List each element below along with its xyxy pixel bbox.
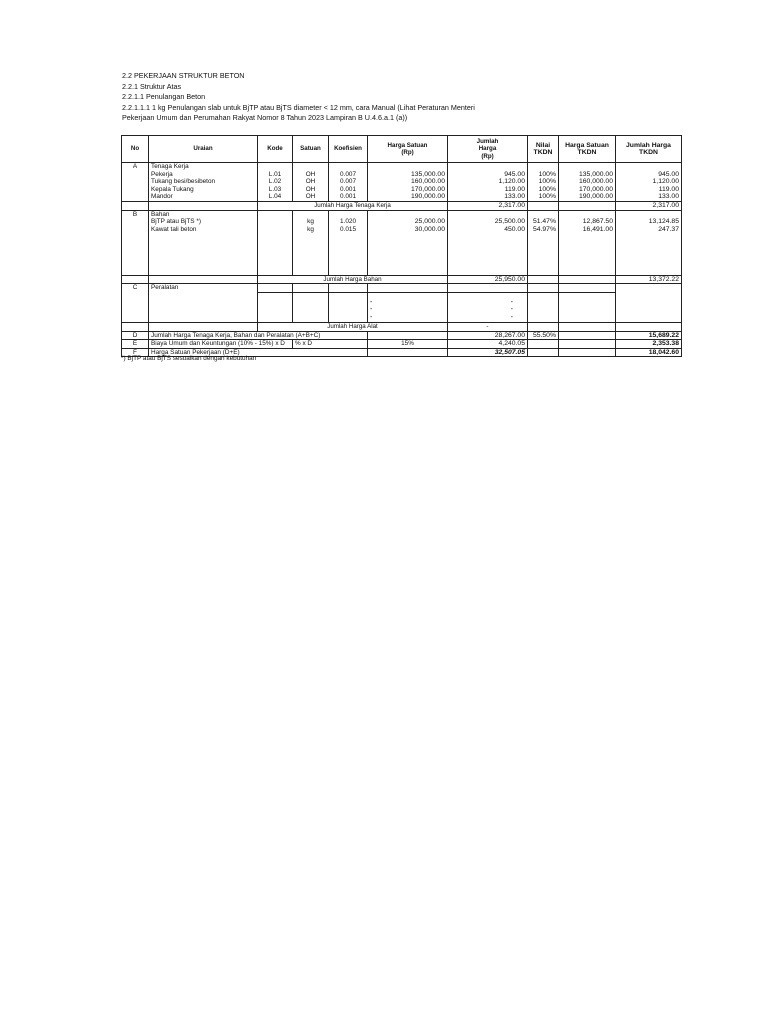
item-harga: 190,000.00 [368, 193, 448, 201]
item-jumlah: 945.00 [448, 171, 528, 179]
document-heading [122, 71, 475, 124]
total-row-d [122, 331, 682, 340]
item-harga: 135,000.00 [368, 171, 448, 179]
col-kode: Kode [258, 136, 293, 163]
total-jumlah-tkdn: 15,689.22 [616, 331, 682, 340]
item-koefisien: 0.001 [329, 186, 368, 194]
item-jumlah: 25,500.00 [448, 218, 528, 226]
col-jumlah-harga: Jumlah Harga (Rp) [448, 136, 528, 163]
item-tkdn: 54.97% [528, 226, 559, 234]
table-row [122, 186, 682, 194]
col-harga-satuan-tkdn: Harga Satuan TKDN [559, 136, 616, 163]
col-jumlah-harga-tkdn: Jumlah Harga TKDN [616, 136, 682, 163]
item-jumlah-tkdn: 119.00 [616, 186, 682, 194]
col-koefisien: Koefisien [329, 136, 368, 163]
item-harga-tkdn: 16,491.00 [559, 226, 616, 234]
total-label: Biaya Umum dan Keuntungan (10% - 15%) x D [149, 340, 293, 349]
item-uraian: Kawat tali beton [149, 226, 258, 234]
item-jumlah: 1,120.00 [448, 178, 528, 186]
total-label: Harga Satuan Pekerjaan (D+E) [149, 348, 368, 357]
item-satuan: kg [293, 226, 329, 234]
equipment-harga-dash: - - - [368, 292, 448, 322]
item-harga: 25,000.00 [368, 218, 448, 226]
subtotal-row-b [122, 275, 682, 284]
section-no: B [122, 210, 149, 218]
item-uraian: Kepala Tukang [149, 186, 258, 194]
subtotal-row-a [122, 201, 682, 210]
heading-item: 2.2.1.1.1 1 kg Penulangan slab untuk BjTP atau BjTS diameter < 12 mm, cara Manual (Lihat Peraturan Menteri [122, 102, 475, 112]
item-tkdn: 100% [528, 186, 559, 194]
table-row [122, 226, 682, 234]
total-harga: 15% [368, 340, 448, 349]
table-row [122, 178, 682, 186]
item-harga: 30,000.00 [368, 226, 448, 234]
cost-analysis-table [121, 135, 682, 357]
subtotal-row-c [122, 322, 682, 331]
item-satuan: kg [293, 218, 329, 226]
item-jumlah-tkdn: 945.00 [616, 171, 682, 179]
table-row [122, 218, 682, 226]
table-row [122, 193, 682, 201]
total-jumlah-tkdn: 2,353.38 [616, 340, 682, 349]
cost-analysis-table-wrap [121, 135, 681, 357]
heading-section: 2.2 PEKERJAAN STRUKTUR BETON [122, 71, 245, 80]
section-no: A [122, 163, 149, 171]
col-satuan: Satuan [293, 136, 329, 163]
item-jumlah: 450.00 [448, 226, 528, 234]
item-jumlah-tkdn: 13,124.85 [616, 218, 682, 226]
total-no: F [122, 348, 149, 357]
total-jumlah: 28,267.00 [448, 331, 528, 340]
section-no: C [122, 284, 149, 292]
item-kode: L.04 [258, 193, 293, 201]
total-tkdn: 55.50% [528, 331, 559, 340]
item-uraian: Tukang besi/besibeton [149, 178, 258, 186]
section-a-title-row [122, 163, 682, 171]
item-harga: 160,000.00 [368, 178, 448, 186]
subtotal-value: - [448, 322, 528, 331]
item-harga-tkdn: 170,000.00 [559, 186, 616, 194]
heading-subsection: 2.2.1 Struktur Atas [122, 81, 182, 91]
total-label: Jumlah Harga Tenaga Kerja, Bahan dan Peralatan (A+B+C) [149, 331, 368, 340]
col-uraian: Uraian [149, 136, 258, 163]
subtotal-tkdn: 13,372.22 [616, 275, 682, 284]
total-row-e [122, 340, 682, 349]
section-title: Peralatan [149, 284, 258, 292]
total-jumlah-tkdn: 18,042.60 [616, 348, 682, 357]
item-kode: L.03 [258, 186, 293, 194]
item-harga-tkdn: 12,867.50 [559, 218, 616, 226]
item-harga: 170,000.00 [368, 186, 448, 194]
equipment-row [122, 292, 682, 322]
subtotal-tkdn: 2,317.00 [616, 201, 682, 210]
item-satuan: OH [293, 193, 329, 201]
spacer-row [122, 233, 682, 275]
subtotal-value: 25,950.00 [448, 275, 528, 284]
heading-item-cont: Pekerjaan Umum dan Perumahan Rakyat Nomor 8 Tahun 2023 Lampiran B U.4.6.a.1 (a)) [122, 113, 408, 123]
item-jumlah-tkdn: 1,120.00 [616, 178, 682, 186]
item-harga-tkdn: 160,000.00 [559, 178, 616, 186]
item-tkdn: 100% [528, 193, 559, 201]
footnote: *) BjTP atau BjTS sesuaikan dengan kebutuhan [121, 355, 257, 362]
col-nilai-tkdn: Nilai TKDN [528, 136, 559, 163]
total-no: D [122, 331, 149, 340]
item-jumlah-tkdn: 133.00 [616, 193, 682, 201]
col-no: No [122, 136, 149, 163]
item-kode: L.02 [258, 178, 293, 186]
subtotal-value: 2,317.00 [448, 201, 528, 210]
equipment-jumlah-dash: - - - [448, 292, 528, 322]
item-koefisien: 0.001 [329, 193, 368, 201]
section-title: Tenaga Kerja [149, 163, 258, 171]
item-tkdn: 51.47% [528, 218, 559, 226]
item-satuan: OH [293, 186, 329, 194]
table-row [122, 171, 682, 179]
item-jumlah: 119.00 [448, 186, 528, 194]
item-tkdn: 100% [528, 178, 559, 186]
item-koefisien: 0.007 [329, 171, 368, 179]
item-uraian: BjTP atau BjTS *) [149, 218, 258, 226]
col-harga-satuan: Harga Satuan (Rp) [368, 136, 448, 163]
item-koefisien: 0.015 [329, 226, 368, 234]
item-koefisien: 1.020 [329, 218, 368, 226]
table-header-row [122, 136, 682, 163]
section-b-title-row [122, 210, 682, 218]
total-kode: % x D [293, 340, 368, 349]
item-harga-tkdn: 190,000.00 [559, 193, 616, 201]
section-title: Bahan [149, 210, 258, 218]
item-satuan: OH [293, 178, 329, 186]
subtotal-label: Jumlah Harga Bahan [258, 275, 448, 284]
item-tkdn: 100% [528, 171, 559, 179]
item-satuan: OH [293, 171, 329, 179]
subtotal-label: Jumlah Harga Alat [258, 322, 448, 331]
item-jumlah: 133.00 [448, 193, 528, 201]
item-kode: L.01 [258, 171, 293, 179]
section-c-title-row [122, 284, 682, 292]
total-no: E [122, 340, 149, 349]
subtotal-label: Jumlah Harga Tenaga Kerja [258, 201, 448, 210]
item-uraian: Mandor [149, 193, 258, 201]
total-jumlah: 32,507.05 [448, 348, 528, 357]
item-jumlah-tkdn: 247.37 [616, 226, 682, 234]
item-uraian: Pekerja [149, 171, 258, 179]
item-koefisien: 0.007 [329, 178, 368, 186]
total-jumlah: 4,240.05 [448, 340, 528, 349]
heading-subsubsection: 2.2.1.1 Penulangan Beton [122, 92, 206, 102]
item-harga-tkdn: 135,000.00 [559, 171, 616, 179]
